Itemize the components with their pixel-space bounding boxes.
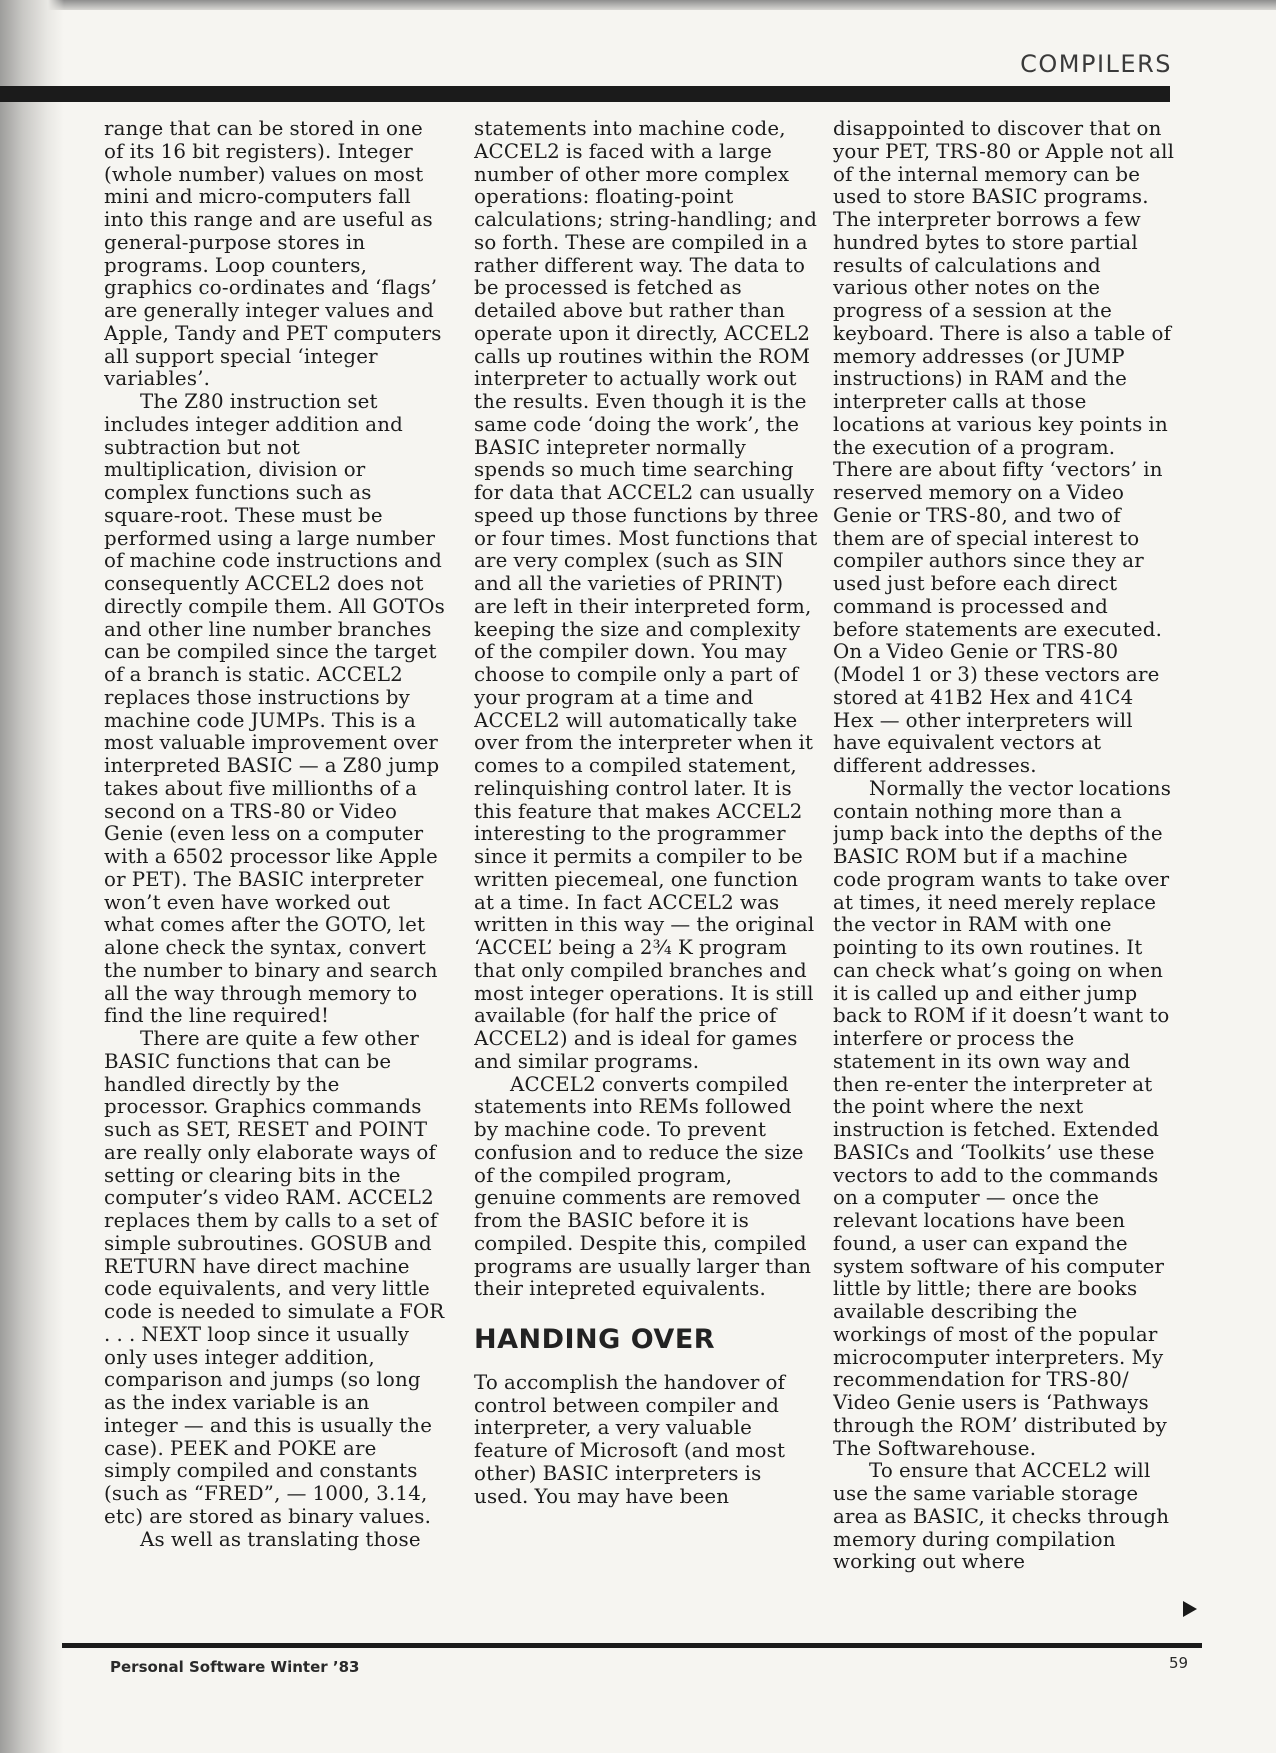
paragraph: ACCEL2 converts compiled statements into REMs followed by machine code. To prevent confusion and to reduce the size of the compiled program, genuine comments are removed from the BASIC before it is compiled. Despite this, compiled programs are usually larger than their intepreted equivalents.: [474, 1072, 812, 1301]
footer-rule: [62, 1643, 1202, 1648]
binding-shadow: [0, 0, 64, 1753]
paragraph: range that can be stored in one of its 16 bit registers). Integer (whole number) values on most mini and micro-computers fall into this range and are useful as general-purpose stores in programs. Loop counters, graphics co-ordinates and ‘flags’ are generally integer values and Apple, Tandy and PET computers all support special ‘integer variables’.: [104, 118, 442, 391]
publication-name: Personal Software Winter ’83: [110, 1658, 360, 1676]
header-rule: [0, 86, 1170, 102]
text-column-1: [104, 118, 446, 1624]
paragraph: The Z80 instruction set includes integer addition and subtraction but not multiplication, division or complex functions such as square-root. These must be performed using a large number of machine code instructions and consequently ACCEL2 does not directly compile them. All GOTOs and other line number branches can be compiled since the target of a branch is static. ACCEL2 replaces those instructions by machine code JUMPs. This is a most valuable improvement over interpreted BASIC — a Z80 jump takes about five millionths of a second on a TRS-80 or Video Genie (even less on a computer with a 6502 processor like Apple or PET). The BASIC interpreter won’t even have worked out what comes after the GOTO, let alone check the syntax, convert the number to binary and search all the way through memory to find the line required!: [104, 390, 445, 1028]
section-label: COMPILERS: [1020, 50, 1172, 78]
paragraph: statements into machine code, ACCEL2 is faced with a large number of other more complex operations: floating-point calculations; string-handling; and so forth. These are compiled in a rather different way. The data to be processed is fetched as detailed above but rather than operate upon it directly, ACCEL2 calls up routines within the ROM interpreter to actually work out the results. Even though it is the same code ‘doing the work’, the BASIC intepreter normally spends so much time searching for data that ACCEL2 can usually speed up those functions by three or four times. Most functions that are very complex (such as SIN and all the varieties of PRINT) are left in their interpreted form, keeping the size and complexity of the compiler down. You may choose to compile only a part of your program at a time and ACCEL2 will automatically take over from the interpreter when it comes to a compiled statement, relinquishing control later. It is this feature that makes ACCEL2 interesting to the programmer since it permits a compiler to be written piecemeal, one function at a time. In fact ACCEL2 was written in this way — the original ‘ACCEL’ being a 2¾ K program that only compiled branches and most integer operations. It is still available (for half the price of ACCEL2) and is ideal for games and similar programs.: [474, 118, 819, 1073]
text-column-3: [833, 118, 1175, 1624]
page-number: 59: [1169, 1654, 1189, 1672]
text-column-2: [474, 118, 819, 1624]
paragraph: Normally the vector locations contain nothing more than a jump back into the depths of the BASIC ROM but if a machine code program wants to take over at times, it need merely replace the vector in RAM with one pointing to its own routines. It can check what’s going on when it is called up and either jump back to ROM if it doesn’t want to interfere or process the statement in its own way and then re-enter the interpreter at the point where the next instruction is fetched. Extended BASICs and ‘Toolkits’ use these vectors to add to the commands on a computer — once the relevant locations have been found, a user can expand the system software of his computer little by little; there are books available describing the workings of most of the popular microcomputer interpreters. My recommendation for TRS-80/ Video Genie users is ‘Pathways through the ROM’ distributed by The Softwarehouse.: [833, 776, 1172, 1460]
section-heading: HANDING OVER: [474, 1324, 716, 1355]
paragraph: To ensure that ACCEL2 will use the same variable storage area as BASIC, it checks through memory during compilation working out where: [833, 1459, 1170, 1574]
continued-arrow-icon: [1183, 1601, 1197, 1617]
paragraph: disappointed to discover that on your PET, TRS-80 or Apple not all of the internal memory can be used to store BASIC programs. The interpreter borrows a few hundred bytes to store partial results of calculations and various other notes on the progress of a session at the keyboard. There is also a table of memory addresses (or JUMP instructions) in RAM and the interpreter calls at those locations at various key points in the execution of a program. There are about fifty ‘vectors’ in reserved memory on a Video Genie or TRS-80, and two of them are of special interest to compiler authors since they ar used just before each direct command is processed and before statements are executed. On a Video Genie or TRS-80 (Model 1 or 3) these vectors are stored at 41B2 Hex and 41C4 Hex — other interpreters will have equivalent vectors at different addresses.: [833, 118, 1175, 777]
paragraph: To accomplish the handover of control between compiler and interpreter, a very valuable feature of Microsoft (and most other) BASIC interpreters is used. You may have been: [474, 1370, 786, 1508]
page-top-edge: [0, 0, 1276, 10]
paragraph: There are quite a few other BASIC functions that can be handled directly by the processor. Graphics commands such as SET, RESET and POINT are really only elaborate ways of setting or clearing bits in the computer’s video RAM. ACCEL2 replaces them by calls to a set of simple subroutines. GOSUB and RETURN have direct machine code equivalents, and very little code is needed to simulate a FOR . . . NEXT loop since it usually only uses integer addition, comparison and jumps (so long as the index variable is an integer — and this is usually the case). PEEK and POKE are simply compiled and constants (such as “FRED”, — 1000, 3.14, etc) are stored as binary values.: [104, 1027, 445, 1528]
paragraph: As well as translating those: [140, 1527, 421, 1551]
